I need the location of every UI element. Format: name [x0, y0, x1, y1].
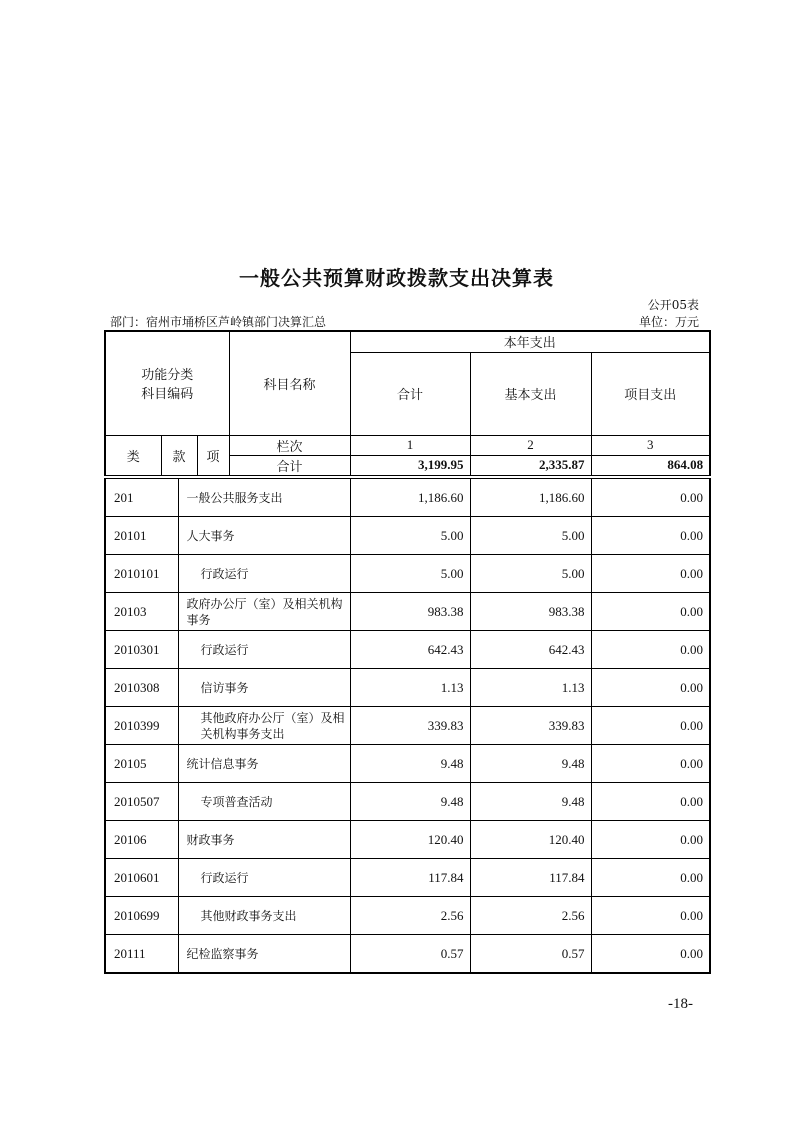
total-value: 983.38	[350, 593, 470, 631]
subject-name: 其他政府办公厅（室）及相关机构事务支出	[178, 707, 350, 745]
total-value: 9.48	[350, 745, 470, 783]
subject-code: 20101	[105, 517, 178, 555]
project-value: 0.00	[591, 669, 710, 707]
subject-name: 一般公共服务支出	[178, 479, 350, 517]
lei-header: 类	[105, 435, 161, 475]
basic-value: 9.48	[470, 783, 591, 821]
total-value: 9.48	[350, 783, 470, 821]
subject-code: 20106	[105, 821, 178, 859]
col1-label: 1	[350, 435, 470, 455]
column-no-label: 栏次	[229, 435, 350, 455]
basic-value: 5.00	[470, 517, 591, 555]
basic-header: 基本支出	[470, 352, 591, 435]
table-row	[105, 897, 710, 935]
total-value: 117.84	[350, 859, 470, 897]
subject-name: 人大事务	[178, 517, 350, 555]
basic-value: 339.83	[470, 707, 591, 745]
basic-value: 2.56	[470, 897, 591, 935]
sum-basic: 2,335.87	[470, 455, 591, 475]
project-value: 0.00	[591, 479, 710, 517]
subject-name: 纪检监察事务	[178, 935, 350, 974]
sum-total: 3,199.95	[350, 455, 470, 475]
subject-name: 行政运行	[178, 859, 350, 897]
unit-label: 单位：万元	[638, 315, 699, 329]
subject-code: 2010507	[105, 783, 178, 821]
total-header: 合计	[350, 352, 470, 435]
subject-name: 财政事务	[178, 821, 350, 859]
department-label: 部门：宿州市埇桥区芦岭镇部门决算汇总	[110, 315, 327, 329]
table-row	[105, 745, 710, 783]
project-value: 0.00	[591, 593, 710, 631]
subject-name: 统计信息事务	[178, 745, 350, 783]
subject-code: 2010399	[105, 707, 178, 745]
total-value: 1.13	[350, 669, 470, 707]
table-row	[105, 669, 710, 707]
func-class-header: 功能分类 科目编码	[105, 331, 229, 435]
subject-name: 行政运行	[178, 555, 350, 593]
basic-value: 1.13	[470, 669, 591, 707]
total-value: 0.57	[350, 935, 470, 974]
subject-code: 201	[105, 479, 178, 517]
subject-name: 政府办公厅（室）及相关机构事务	[178, 593, 350, 631]
basic-value: 0.57	[470, 935, 591, 974]
subject-code: 20103	[105, 593, 178, 631]
sum-project: 864.08	[591, 455, 710, 475]
table-title: 一般公共预算财政拨款支出决算表	[239, 266, 554, 290]
current-year-header: 本年支出	[350, 331, 710, 352]
total-value: 2.56	[350, 897, 470, 935]
table-row	[105, 555, 710, 593]
project-value: 0.00	[591, 859, 710, 897]
col3-label: 3	[591, 435, 710, 455]
subject-code: 2010601	[105, 859, 178, 897]
project-value: 0.00	[591, 897, 710, 935]
col2-label: 2	[470, 435, 591, 455]
subject-code: 2010301	[105, 631, 178, 669]
basic-value: 5.00	[470, 555, 591, 593]
project-value: 0.00	[591, 783, 710, 821]
project-value: 0.00	[591, 707, 710, 745]
subject-code: 2010101	[105, 555, 178, 593]
total-value: 5.00	[350, 555, 470, 593]
table-row	[105, 631, 710, 669]
subject-name-header: 科目名称	[229, 331, 350, 435]
table-row	[105, 859, 710, 897]
project-header: 项目支出	[591, 352, 710, 435]
project-value: 0.00	[591, 821, 710, 859]
header-table	[104, 330, 711, 476]
basic-value: 1,186.60	[470, 479, 591, 517]
kuan-header: 款	[161, 435, 197, 475]
subject-code: 2010699	[105, 897, 178, 935]
subject-name: 专项普查活动	[178, 783, 350, 821]
subject-name: 其他财政事务支出	[178, 897, 350, 935]
sum-label: 合计	[229, 455, 350, 475]
basic-value: 642.43	[470, 631, 591, 669]
form-code: 公开05表	[647, 298, 699, 312]
total-value: 1,186.60	[350, 479, 470, 517]
table-row	[105, 935, 710, 974]
xiang-header: 项	[197, 435, 229, 475]
basic-value: 120.40	[470, 821, 591, 859]
project-value: 0.00	[591, 631, 710, 669]
expense-table	[104, 478, 711, 974]
total-value: 642.43	[350, 631, 470, 669]
total-value: 339.83	[350, 707, 470, 745]
subject-name: 信访事务	[178, 669, 350, 707]
table-row	[105, 593, 710, 631]
table-row	[105, 517, 710, 555]
basic-value: 117.84	[470, 859, 591, 897]
table-row	[105, 783, 710, 821]
table-row	[105, 707, 710, 745]
project-value: 0.00	[591, 745, 710, 783]
project-value: 0.00	[591, 555, 710, 593]
table-row	[105, 479, 710, 517]
total-value: 5.00	[350, 517, 470, 555]
subject-name: 行政运行	[178, 631, 350, 669]
basic-value: 9.48	[470, 745, 591, 783]
subject-code: 2010308	[105, 669, 178, 707]
basic-value: 983.38	[470, 593, 591, 631]
subject-code: 20111	[105, 935, 178, 974]
page-number: -18-	[668, 996, 693, 1012]
project-value: 0.00	[591, 935, 710, 974]
subject-code: 20105	[105, 745, 178, 783]
project-value: 0.00	[591, 517, 710, 555]
total-value: 120.40	[350, 821, 470, 859]
table-row	[105, 821, 710, 859]
